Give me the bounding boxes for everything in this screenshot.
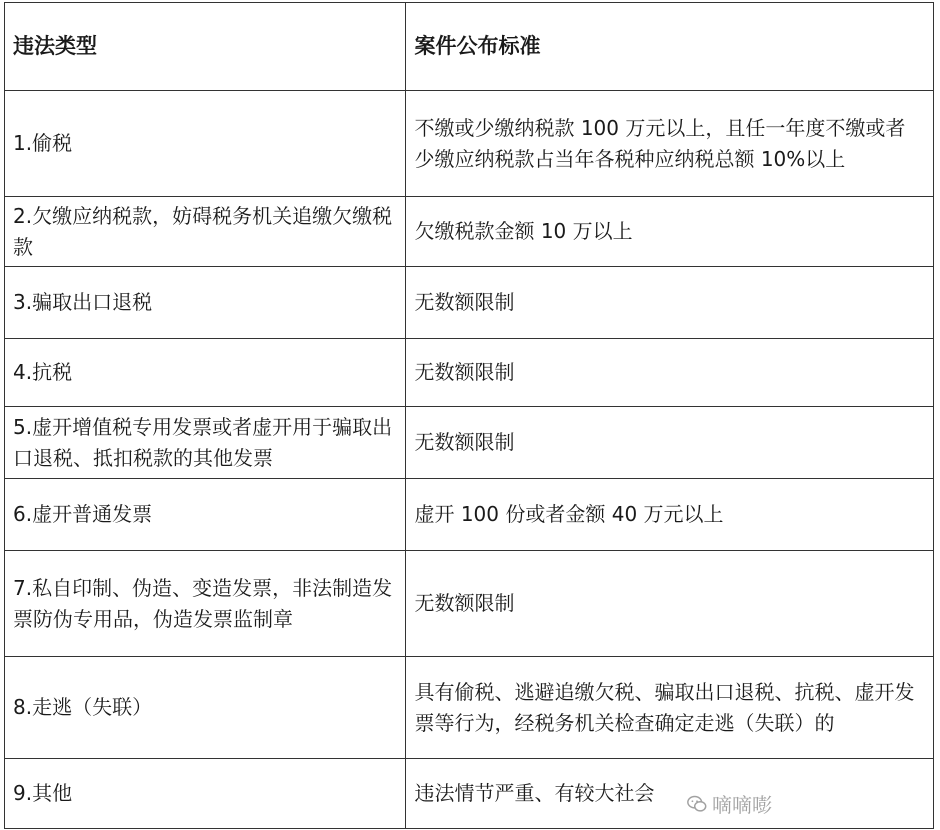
violation-type-cell: 8.走逃（失联） <box>5 657 406 759</box>
publication-standard-cell: 欠缴税款金额 10 万以上 <box>406 197 934 267</box>
header-publication-standard: 案件公布标准 <box>406 3 934 91</box>
violation-type-cell: 5.虚开增值税专用发票或者虚开用于骗取出口退税、抵扣税款的其他发票 <box>5 407 406 479</box>
watermark-text: 嘀嘀嘭 <box>712 793 772 817</box>
wechat-icon <box>686 793 708 815</box>
publication-standard-cell: 无数额限制 <box>406 407 934 479</box>
publication-standard-cell: 具有偷税、逃避追缴欠税、骗取出口退税、抗税、虚开发票等行为，经税务机关检查确定走逃（失联）的 <box>406 657 934 759</box>
header-row <box>5 3 934 91</box>
violation-type-cell: 4.抗税 <box>5 339 406 407</box>
violation-type-cell: 9.其他 <box>5 759 406 829</box>
table-row <box>5 759 934 829</box>
publication-standard-cell: 虚开 100 份或者金额 40 万元以上 <box>406 479 934 551</box>
violation-type-cell: 7.私自印制、伪造、变造发票，非法制造发票防伪专用品，伪造发票监制章 <box>5 551 406 657</box>
table-row <box>5 657 934 759</box>
violation-type-cell: 2.欠缴应纳税款，妨碍税务机关追缴欠缴税款 <box>5 197 406 267</box>
violation-type-cell: 6.虚开普通发票 <box>5 479 406 551</box>
publication-standard-cell: 不缴或少缴纳税款 100 万元以上，且任一年度不缴或者少缴应纳税款占当年各税种应纳税总额 10%以上 <box>406 91 934 197</box>
table-row <box>5 407 934 479</box>
table-row <box>5 479 934 551</box>
violation-type-cell: 3.骗取出口退税 <box>5 267 406 339</box>
table-row <box>5 339 934 407</box>
tax-violation-table <box>4 2 934 829</box>
violation-type-cell: 1.偷税 <box>5 91 406 197</box>
publication-standard-cell: 无数额限制 <box>406 339 934 407</box>
publication-standard-cell: 无数额限制 <box>406 551 934 657</box>
table-row <box>5 551 934 657</box>
publication-standard-cell: 无数额限制 <box>406 267 934 339</box>
wechat-watermark <box>686 789 772 818</box>
table-row <box>5 91 934 197</box>
table-row <box>5 267 934 339</box>
table-row <box>5 197 934 267</box>
header-violation-type: 违法类型 <box>5 3 406 91</box>
publication-standard-cell: 违法情节严重、有较大社会 <box>406 759 934 829</box>
